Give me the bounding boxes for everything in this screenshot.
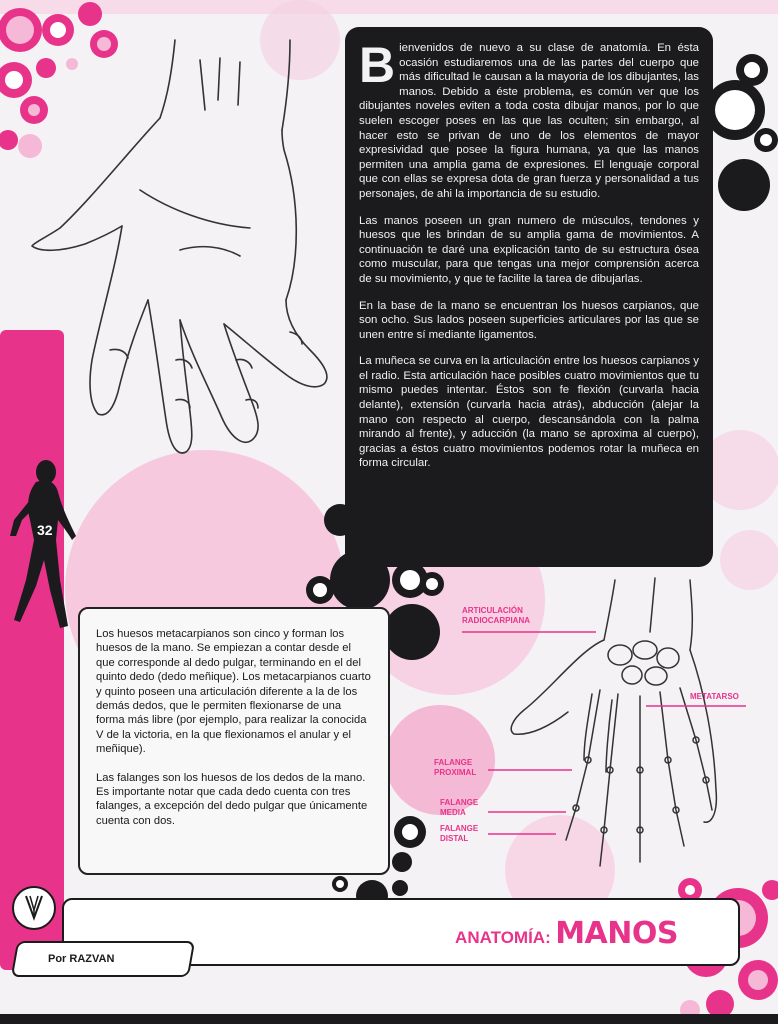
bones-paragraph-2: Las falanges son los huesos de los dedos de la mano. Es importante notar que cada dedo cuenta con tres falanges, a excepción del dedo pulgar que únicamente cuenta con dos. [96, 771, 368, 827]
label-line: MEDIA [440, 808, 466, 817]
intro-paragraph-1-text: ienvenidos de nuevo a su clase de anatomía. En ésta ocasión estudiaremos una de las partes del cuerpo que más dificultad le causan a la mayoria de los dibujantes, las manos. Debido a éste problema, es común ver que los dibujantes noveles eviten a toda costa dibujar manos, por lo que suelen escoger poses en las que las oculten; sin embargo, al hacer esto se privan de uno de los elementos de mayor expresividad que posee la figura humana, ya que las manos permiten una amplia gama de expresiones. El lenguaje corporal que con ellas se expresa dota de gran fuerza y personalidad a tus personajes, de ahi la importancia de su estudio. [359, 42, 699, 200]
label-falange-distal [440, 824, 478, 844]
label-line: FALANGE [434, 758, 473, 767]
label-line: PROXIMAL [434, 768, 477, 777]
label-line: ARTICULACIÓN [462, 606, 523, 615]
section-title [455, 916, 678, 951]
label-line: FALANGE [440, 798, 479, 807]
page-number: 32 [37, 522, 53, 538]
intro-paragraph-3: En la base de la mano se encuentran los huesos carpianos, que son ocho. Sus lados poseen superficies articulares por las que se unen entre sí mediante ligamentos. [359, 299, 699, 341]
label-metatarso [690, 692, 739, 702]
intro-text-box [345, 27, 713, 567]
section-title-main: MANOS [555, 916, 678, 951]
label-articulacion-radiocarpiana [462, 606, 530, 626]
pen-nib-icon [12, 886, 56, 930]
label-line: RADIOCARPIANA [462, 616, 530, 625]
intro-paragraph-2: Las manos poseen un gran numero de músculos, tendones y huesos que les brindan de su amplia gama de movimientos. A continuación te daré una explicación tanto de su estructura ósea como muscular, para que tengas una mejor comprensión acerca de su movimiento, y que te facilite la tarea de dibujarlas. [359, 214, 699, 285]
bones-paragraph-1: Los huesos metacarpianos son cinco y forman los huesos de la mano. Se empiezan a contar desde el que corresponde al dedo pulgar, terminando en el del quinto dedo (dedo meñique). Los metacarpianos cuarto y quinto poseen una articulación diferente a la de los demás dedos, que le permiten flexionarse de una forma más libre (por ejemplo, para realizar la conocida V de la victoria, en la que flexionamos el anular y el meñique). [96, 628, 371, 756]
label-falange-proximal [434, 758, 476, 778]
author-byline: Por RAZVAN [48, 953, 115, 965]
intro-paragraph-1 [359, 37, 699, 202]
label-falange-media [440, 798, 478, 818]
intro-paragraph-4: La muñeca se curva en la articulación entre los huesos carpianos y el radio. Esta articulación hace posibles cuatro movimientos que tu mismo puedes intentar. Éstos son fe flexión (curvarla hacia delante), extensión (curvarla hacia atrás), abducción (alejar la mano con respecto al cuerpo, descansándola con la palma mirando al frente), y aducción (la mano se aproxima al cuerpo), gracias a éstos cuatro movimientos podemos rotar la muñeca en forma circular. [359, 355, 699, 470]
author-tab [11, 941, 195, 977]
dropcap-letter: B [359, 37, 396, 93]
section-title-prefix: ANATOMÍA: [455, 928, 551, 947]
label-line: METATARSO [690, 692, 739, 701]
bones-text-box [78, 607, 390, 875]
label-line: FALANGE [440, 824, 479, 833]
label-line: DISTAL [440, 834, 469, 843]
